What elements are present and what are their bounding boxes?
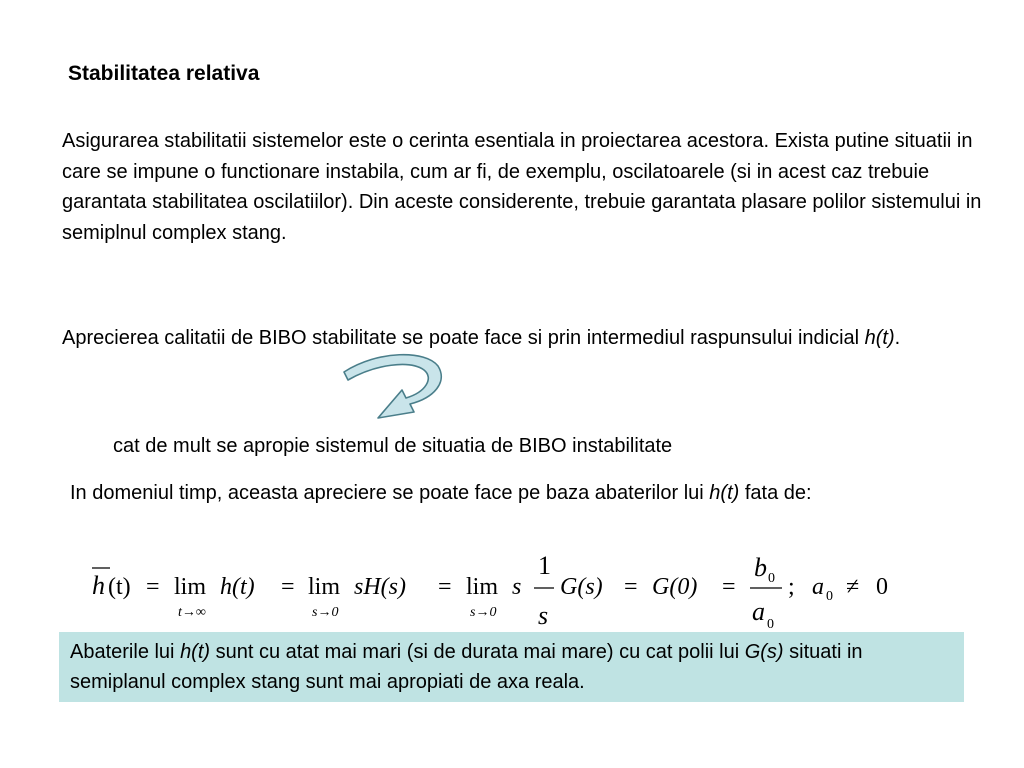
paragraph-time-end: fata de:	[739, 482, 812, 504]
note-ht-italic: h(t)	[180, 641, 211, 663]
a0-denominator-subscript: 0	[767, 617, 774, 632]
note-text-1: Abaterile lui	[70, 641, 181, 663]
G0-term: G(0)	[652, 574, 698, 600]
paragraph-bibo-end: .	[894, 327, 901, 349]
hbar-symbol: h	[92, 571, 105, 600]
t-argument: (t)	[108, 574, 131, 600]
paragraph-bibo-assessment	[62, 323, 962, 354]
note-Gs-italic: G(s)	[744, 641, 784, 663]
slide-title: Stabilitatea relativa	[68, 62, 260, 85]
equals-sign: =	[281, 574, 295, 600]
curved-arrow-down-icon	[338, 348, 448, 424]
limit-1: lim	[174, 574, 207, 600]
ht-term: h(t)	[220, 574, 255, 600]
b0-subscript: 0	[768, 571, 775, 586]
limit-2: lim	[308, 574, 341, 600]
steady-state-formula	[86, 546, 936, 632]
equals-sign: =	[722, 574, 736, 600]
Gs-term: G(s)	[560, 574, 603, 600]
note-text-2: sunt cu atat mai mari (si de durata mai mare) cu cat polii lui	[210, 641, 745, 663]
semicolon: ;	[788, 574, 795, 600]
paragraph-bibo-text: Aprecierea calitatii de BIBO stabilitate se poate face si prin intermediul raspunsului indicial	[62, 327, 865, 349]
limit-3: lim	[466, 574, 499, 600]
paragraph-time-domain	[70, 478, 970, 508]
not-equal-sign: ≠	[846, 574, 860, 600]
sHs-term: sH(s)	[354, 574, 406, 600]
s-factor: s	[512, 574, 522, 600]
b0-numerator: b	[754, 553, 767, 582]
limit-2-subscript: s→0	[312, 605, 339, 620]
paragraph-instability-proximity: cat de mult se apropie sistemul de situatia de BIBO instabilitate	[113, 435, 673, 457]
limit-3-subscript: s→0	[470, 605, 497, 620]
equals-sign: =	[624, 574, 638, 600]
limit-1-subscript: t→∞	[178, 605, 206, 620]
ht-italic: h(t)	[864, 327, 895, 349]
highlight-note-box	[59, 632, 964, 702]
a0-condition-subscript: 0	[826, 589, 833, 604]
a0-condition: a	[812, 574, 824, 600]
ht-italic: h(t)	[709, 482, 740, 504]
fraction-one: 1	[538, 551, 551, 580]
note-text-3: situati in semiplanul complex stang sunt mai apropiati de axa reala.	[70, 641, 863, 693]
paragraph-stability-requirement: Asigurarea stabilitatii sistemelor este o cerinta esentiala in proiectarea acestora. Exista putine situatii in care se impune o functionare instabila, cum ar fi, de exemplu, oscilatoarele (si in acest caz trebuie garantata stabilitatea oscilatiilor). Din aceste considerente, trebuie garantata plasare polilor sistemului in semiplnul complex stang.	[62, 130, 982, 244]
equals-sign: =	[438, 574, 452, 600]
zero-value: 0	[876, 574, 888, 600]
fraction-s: s	[538, 601, 549, 630]
paragraph-time-text: In domeniul timp, aceasta apreciere se poate face pe baza abaterilor lui	[70, 482, 710, 504]
equals-sign: =	[146, 574, 160, 600]
a0-denominator: a	[752, 597, 765, 626]
